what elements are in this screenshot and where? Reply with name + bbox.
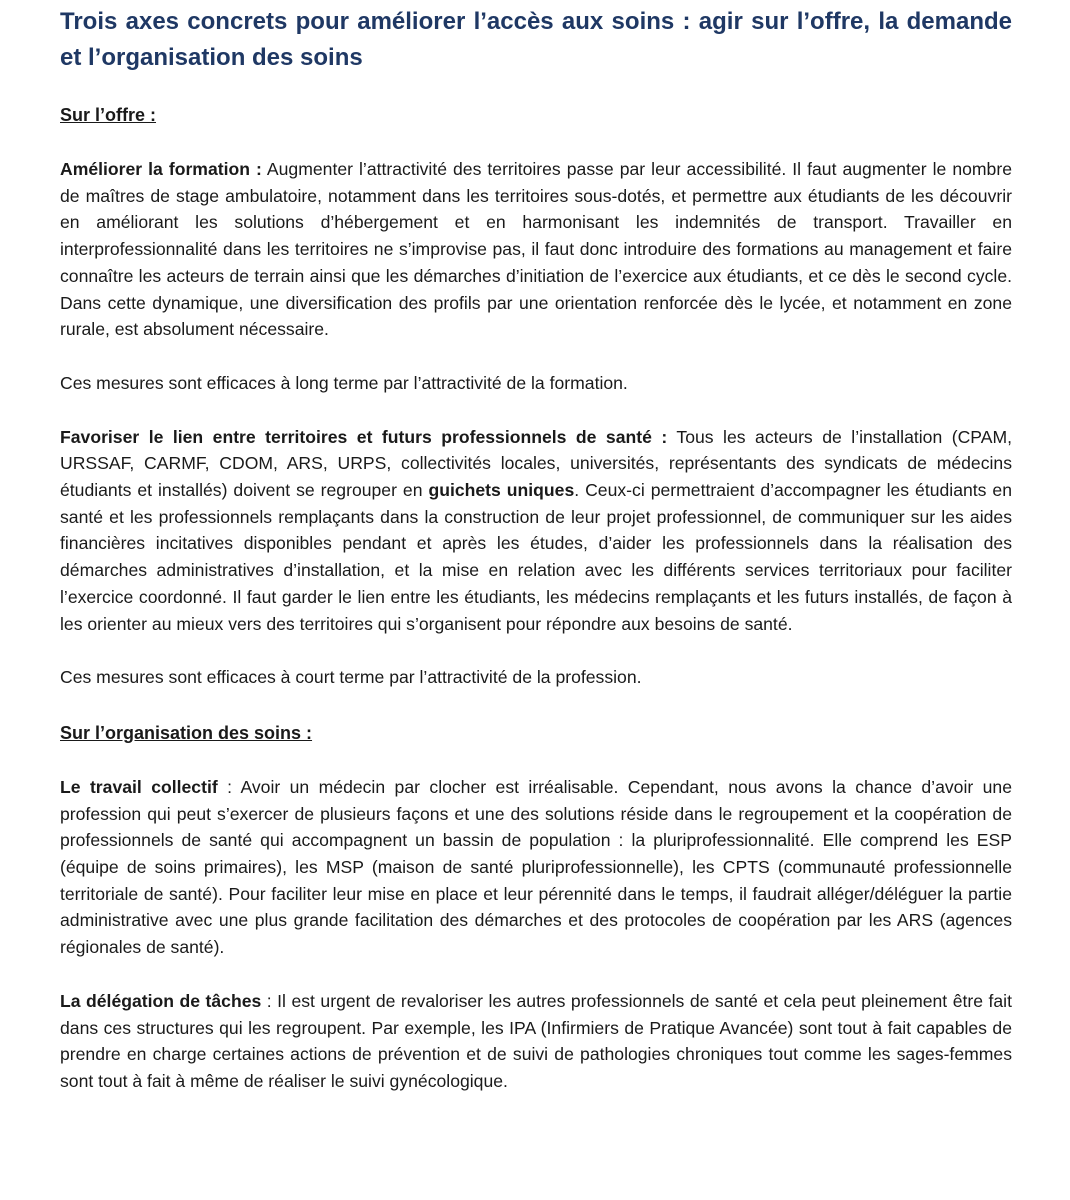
paragraph-lead: La délégation de tâches <box>60 990 262 1011</box>
paragraph-travail-collectif <box>60 774 1012 961</box>
paragraph-formation <box>60 156 1012 343</box>
paragraph-lead: Favoriser le lien entre territoires et futurs professionnels de santé : <box>60 426 668 447</box>
paragraph-text: . Ceux-ci permettraient d’accompagner les étudiants en santé et les professionnels remplaçants dans la construction de leur projet professionnel, de communiquer sur les aides financières incitatives disponibles pendant et après les études, d’aider les professionnels dans la réalisation des démarches administratives d’installation, et la mise en relation avec les différents services territoriaux pour faciliter l’exercice coordonné. Il faut garder le lien entre les étudiants, les médecins remplaçants et les futurs installés, de façon à les orienter au mieux vers des territoires qui s’organisent pour répondre aux besoins de santé. <box>60 480 1012 634</box>
paragraph-text: Ces mesures sont efficaces à long terme par l’attractivité de la formation. <box>60 372 628 393</box>
paragraph-emphasis: guichets uniques <box>428 480 575 501</box>
paragraph-text: Tous les acteurs de l’installation (CPAM, URSSAF, CARMF, CDOM, ARS, URPS, collectivités locales, universités, représentants des syndicats de médecins étudiants et installés) doivent se regrouper en <box>60 426 1012 501</box>
paragraph-text: Ces mesures sont efficaces à court terme par l’attractivité de la profession. <box>60 667 642 688</box>
section-heading-organisation: Sur l’organisation des soins : <box>60 722 313 743</box>
paragraph-delegation <box>60 988 1012 1095</box>
paragraph-territoires <box>60 424 1012 638</box>
paragraph-lead: Améliorer la formation : <box>60 159 262 179</box>
document-title: Trois axes concrets pour améliorer l’accès aux soins : agir sur l’offre, la demande et l’organisation des soins <box>60 8 1012 71</box>
paragraph-lead: Le travail collectif <box>60 776 218 797</box>
paragraph-long-term <box>60 370 1012 397</box>
section-heading-offre: Sur l’offre : <box>60 105 157 125</box>
paragraph-text: : Il est urgent de revaloriser les autres professionnels de santé et cela peut pleinement être fait dans ces structures qui les regroupent. Par exemple, les IPA (Infirmiers de Pratique Avancée) sont tout à fait capables de prendre en charge certaines actions de prévention et de suivi de pathologies chroniques tout comme les sages-femmes sont tout à fait à même de réaliser le suivi gynécologique. <box>60 990 1012 1091</box>
paragraph-short-term <box>60 664 1012 691</box>
document-page <box>60 0 1012 1095</box>
paragraph-text: : Avoir un médecin par clocher est irréalisable. Cependant, nous avons la chance d’avoir une profession qui peut s’exercer de plusieurs façons et une des solutions réside dans le regroupement et la coopération de professionnels de santé qui accompagnent un bassin de population : la pluriprofessionnalité. Elle comprend les ESP (équipe de soins primaires), les MSP (maison de santé pluriprofessionnelle), les CPTS (communauté professionnelle territoriale de santé). Pour faciliter leur mise en place et leur pérennité dans le temps, il faudrait alléger/déléguer la partie administrative avec une plus grande facilitation des démarches et des protocoles de coopération par les ARS (agences régionales de santé). <box>60 776 1012 958</box>
paragraph-text: Augmenter l’attractivité des territoires passe par leur accessibilité. Il faut augmenter le nombre de maîtres de stage ambulatoire, notamment dans les territoires sous-dotés, et permettre aux étudiants de les découvrir en améliorant les solutions d’hébergement et en harmonisant les indemnités de transport. Travailler en interprofessionnalité dans les territoires ne s’improvise pas, il faut donc introduire des formations au management et faire connaître les acteurs de terrain ainsi que les démarches d’initiation de l’exercice aux étudiants, et ce dès le second cycle. Dans cette dynamique, une diversification des profils par une orientation renforcée dès le lycée, et notamment en zone rurale, est absolument nécessaire. <box>60 159 1012 340</box>
